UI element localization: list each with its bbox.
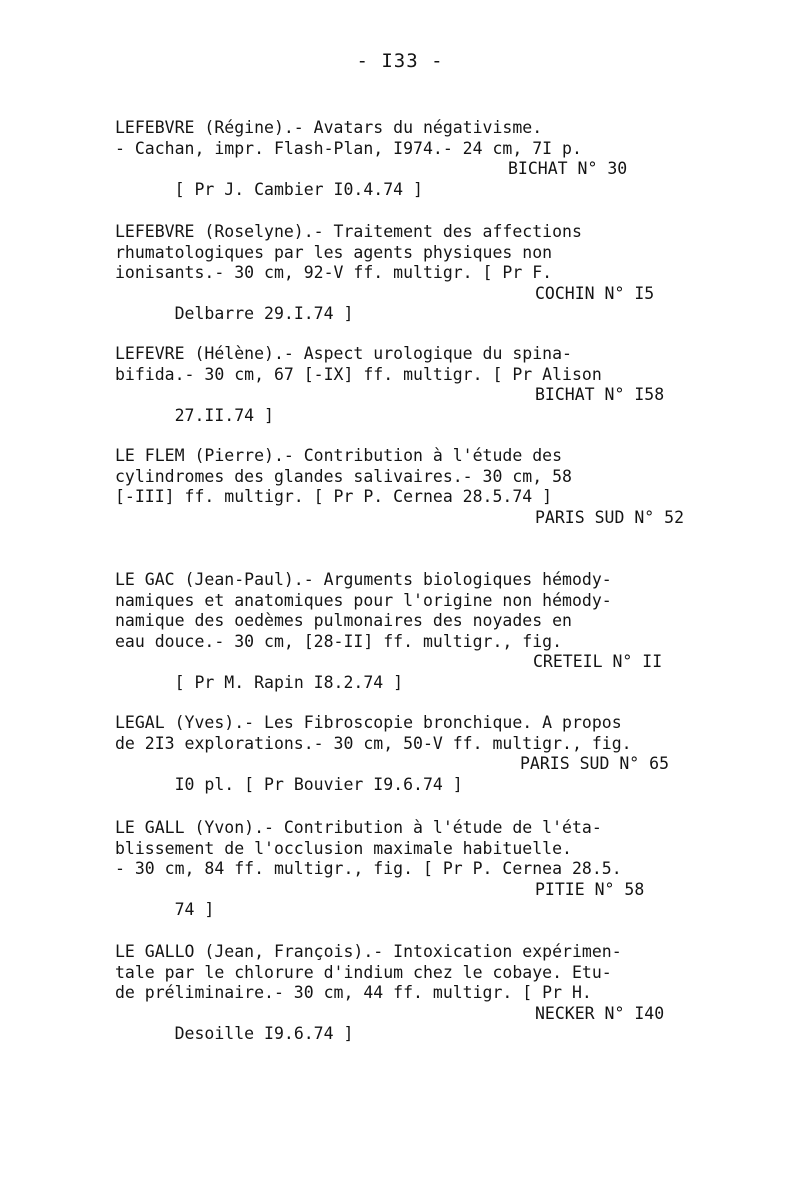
bibliography-entry [115,118,690,199]
entry-line: LE GALLO (Jean, François).- Intoxication expérimen- [115,942,622,961]
entry-line: Desoille I9.6.74 ] [174,1024,354,1043]
entry-line: namiques et anatomiques pour l'origine non hémody- [115,590,612,610]
entry-line: LEGAL (Yves).- Les Fibroscopie bronchique. A propos [115,713,622,732]
bibliography-entry [115,713,690,794]
entry-line: de préliminaire.- 30 cm, 44 ff. multigr. [ Pr H. [115,983,592,1002]
entry-line: ionisants.- 30 cm, 92-V ff. multigr. [ Pr F. [115,263,553,282]
library-location: CRETEIL N° II [533,652,663,671]
entry-line: 74 ] [174,900,215,919]
bibliography-entry [115,446,690,528]
bibliography-entry [115,942,690,1043]
entry-line: LEFEBVRE (Régine).- Avatars du négativisme. [115,118,543,137]
entry-line: LEFEVRE (Hélène).- Aspect urologique du spina- [115,344,572,363]
entry-line: 27.II.74 ] [174,405,274,425]
entry-line: cylindromes des glandes salivaires.- 30 cm, 58 [115,466,572,486]
entry-line: tale par le chlorure d'indium chez le cobaye. Etu- [115,962,612,982]
library-location: NECKER N° I40 [535,1003,665,1023]
entry-line: - Cachan, impr. Flash-Plan, I974.- 24 cm, 7I p. [115,138,582,158]
entry-line: [-III] ff. multigr. [ Pr P. Cernea 28.5.74 ] [115,487,553,506]
bibliography-entry [115,344,690,425]
entry-line: LE FLEM (Pierre).- Contribution à l'étude des [115,446,563,465]
library-location: PITIE N° 58 [535,879,645,899]
entry-line: Delbarre 29.I.74 ] [174,304,354,323]
entry-line: LE GAC (Jean-Paul).- Arguments biologiques hémody- [115,570,612,589]
bibliography-entry [115,222,690,323]
entry-line: de 2I3 explorations.- 30 cm, 50-V ff. multigr., fig. [115,733,632,753]
library-location: COCHIN N° I5 [535,283,655,303]
entry-line: LEFEBVRE (Roselyne).- Traitement des affections [115,222,582,241]
entry-line: blissement de l'occlusion maximale habituelle. [115,838,572,858]
entry-line: eau douce.- 30 cm, [28-II] ff. multigr., fig. [115,631,563,651]
entry-line: [ Pr M. Rapin I8.2.74 ] [174,672,404,692]
library-location: BICHAT N° I58 [535,385,665,404]
library-location: BICHAT N° 30 [508,159,628,178]
entry-line: rhumatologiques par les agents physiques non [115,242,553,262]
bibliography-entry [115,818,690,919]
entry-line: - 30 cm, 84 ff. multigr., fig. [ Pr P. Cernea 28.5. [115,859,622,878]
entry-line: LE GALL (Yvon).- Contribution à l'étude de l'éta- [115,818,602,837]
bibliography-entry [115,570,690,692]
entry-line: namique des oedèmes pulmonaires des noyades en [115,611,572,630]
page-number: - I33 - [356,50,444,72]
entry-line: [ Pr J. Cambier I0.4.74 ] [174,179,423,199]
entry-line: bifida.- 30 cm, 67 [-IX] ff. multigr. [ Pr Alison [115,364,602,384]
entry-line: I0 pl. [ Pr Bouvier I9.6.74 ] [174,774,463,794]
library-location: PARIS SUD N° 52 [535,507,685,527]
library-location: PARIS SUD N° 65 [520,754,670,773]
